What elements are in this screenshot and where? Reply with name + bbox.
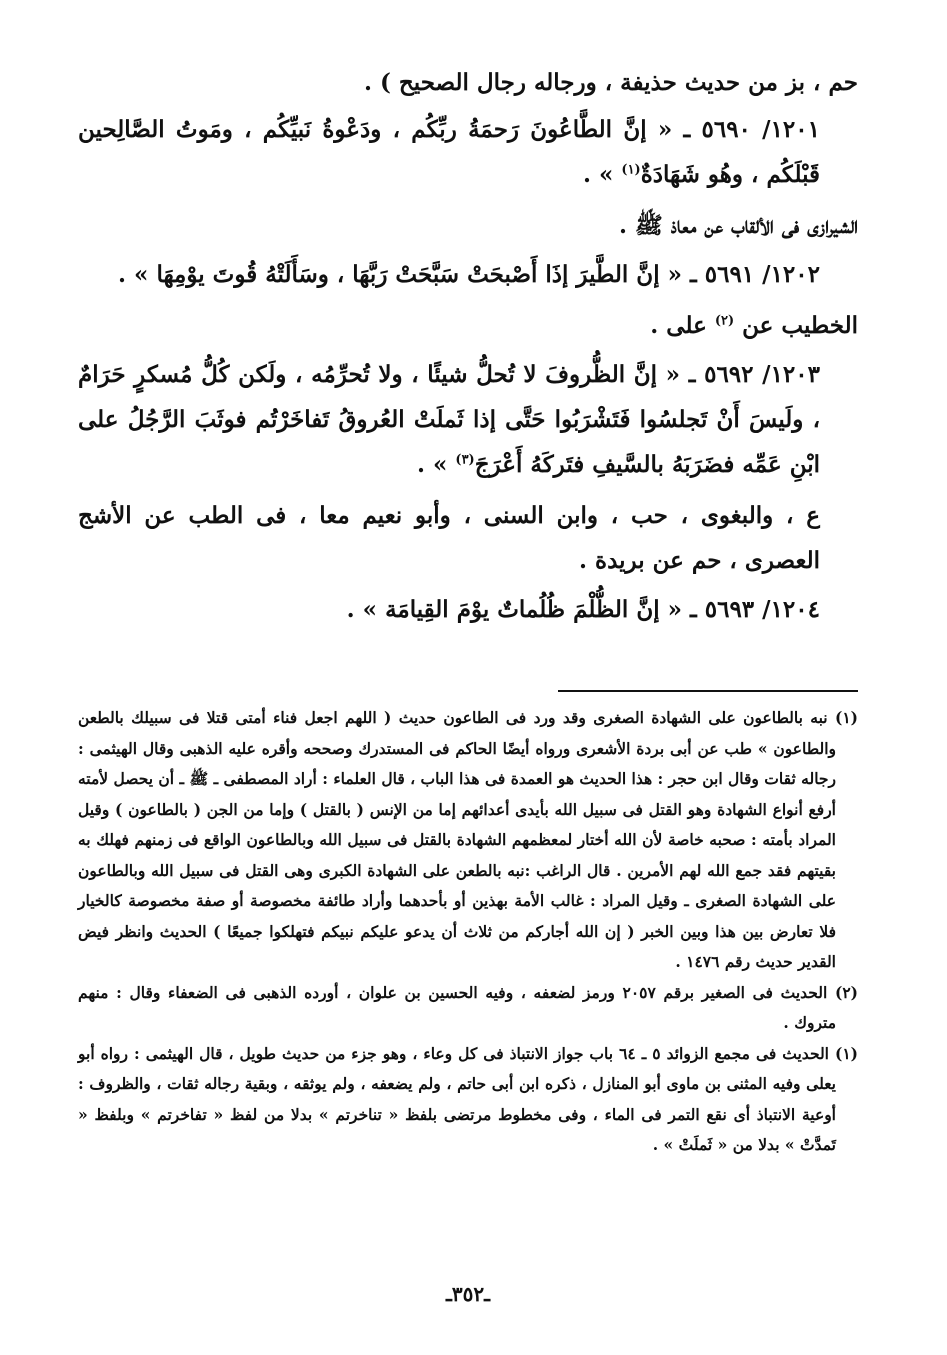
document-page (78, 60, 858, 1340)
source-5691: الشيرازى فى الألقاب عن معاذ ﷺ . (618, 212, 858, 239)
hadith-5690 (78, 107, 858, 197)
hadith-5690-text: ١٢٠١/ ٥٦٩٠ ـ « إنَّ الطَّاعُونَ رَحمَةُ ربِّكُم ، ودَعْوةُ نَبيِّكُم ، ومَوتُ الصَّالِحين قَبْلَكُم ، وهُو شَهَادَةٌ (78, 116, 820, 188)
footnote-1: (١) نبه بالطاعون على الشهادة الصغرى وقد ورد فى الطاعون حديث ( اللهم اجعل فناء أمتى قتلا فى سبيلك بالطعن والطاعون » طب عن أبى بردة الأشعرى ورواه أيضًا الحاكم فى المستدرك وصححه وأقره عليه الذهبى وقال الهيثمى : رجاله ثقات وقال ابن حجر : هذا الحديث هو العمدة فى هذا الباب ، قال العلماء : أراد المصطفى ـ ﷺ ـ أن يحصل لأمته أرفع أنواع الشهادة وهو القتل فى سبيل الله بأيدى أعدائهم إما من الإنس ( بالقتل ) وإما من الجن ( بالطاعون ) وقيل المراد بأمته : صحبه خاصة لأن الله أختار لمعظمهم الشهادة بالقتل فى سبيل الله وبالطاعون الواقع فى زمنهم فهلك به بقيتهم فقد جمع الله لهم الأمرين . قال الراغب :نبه بالطعن على الشهادة الكبرى وهى القتل فى سبيل الله وبالطاعون على الشهادة الصغرى ـ وقيل المراد : غالب الأمة بهذين أو بأحدهما وأراد طائفة مخصوصة أو صفة مخصوصة كالخيار فلا تعارض بين هذا وبين الخبر ( إن الله أجاركم من ثلاث أن يدعو عليكم نبيكم فتهلكوا جميعًا ) الحديث وانظر فيض القدير حديث رقم ١٤٧٦ . (78, 708, 858, 971)
hadith-5691: ١٢٠٢/ ٥٦٩١ ـ « إنَّ الطَّيرَ إذَا أَصْبحَتْ سَبَّحَتْ رَبَّهَا ، وسَأَلَتْهُ قُوتَ يوْمِهَا » . (118, 261, 820, 288)
footnote-ref-2[interactable]: (٢) (714, 313, 735, 329)
source-5693: ع ، والبغوى ، حب ، وابن السنى ، وأبو نعيم معا ، فى الطب عن الأشج العصرى ، حم عن بريدة . (78, 502, 820, 574)
hadith-5690-end: » . (583, 161, 622, 188)
hadith-5693: ١٢٠٤/ ٥٦٩٣ ـ « إنَّ الظُّلْمَ ظُلُماتٌ يوْمَ القِيامَة » . (346, 596, 820, 623)
source-5692-end: على . (650, 312, 715, 339)
footnote-divider (558, 690, 858, 692)
footnote-ref-1[interactable]: (١) (621, 162, 641, 178)
footnote-2: (٢) الحديث فى الصغير برقم ٢٠٥٧ ورمز لضعفه ، وفيه الحسين بن علوان ، أورده الذهبى فى الضعفاء وقال : منهم متروك . (78, 982, 858, 1032)
footnote-ref-3[interactable]: (٣) (455, 452, 475, 468)
footnotes (78, 703, 858, 1161)
source-5692-text: الخطيب عن (734, 312, 858, 339)
page-number: ـ٣٥٢ـ (446, 1282, 490, 1306)
footnote-3: (١) الحديث فى مجمع الزوائد ٥ ـ ٦٤ باب جواز الانتباذ فى كل وعاء ، وهو جزء من حديث طويل ، قال الهيثمى : رواه أبو يعلى وفيه المثنى بن ماوى أبو المنازل ، ذكره ابن أبى حاتم ، ولم يضعفه ، ولم يوثقه ، وبقية رجاله ثقات ، والظروف : أوعية الانتباذ أى نقع التمر فى الماء ، وفى مخطوط مرتضى بلفظ « تناخرتم » بدلا من لفظ « تفاخرتم » وبلفظ « تَمدَّتْ » بدلا من « ثَملَتْ » . (78, 1043, 858, 1154)
hadith-5692 (78, 352, 858, 487)
source-5692 (78, 303, 858, 348)
hadith-5692-text: ١٢٠٣/ ٥٦٩٢ ـ « إنَّ الظُّروفَ لا تُحلُّ شيئًا ، ولا تُحرِّمُه ، ولَكن كُلُّ مُسكرٍ حَرَامٌ ، ولَيسَ أَنْ تَجلسُوا فَتَشْرَبُوا حَتَّى إذا ثَملَتْ العُروقُ تَفاخَرْتُم فوثَبَ الرَّجُلُ على ابْنِ عَمِّه فضَرَبَهُ بالسَّيفِ فتَركَهُ أَعْرَجَ (78, 361, 820, 478)
main-text (78, 60, 858, 632)
hadith-5692-end: » . (417, 451, 456, 478)
intro-line: حم ، بز من حديث حذيفة ، ورجاله رجال الصحيح ) . (364, 69, 858, 96)
